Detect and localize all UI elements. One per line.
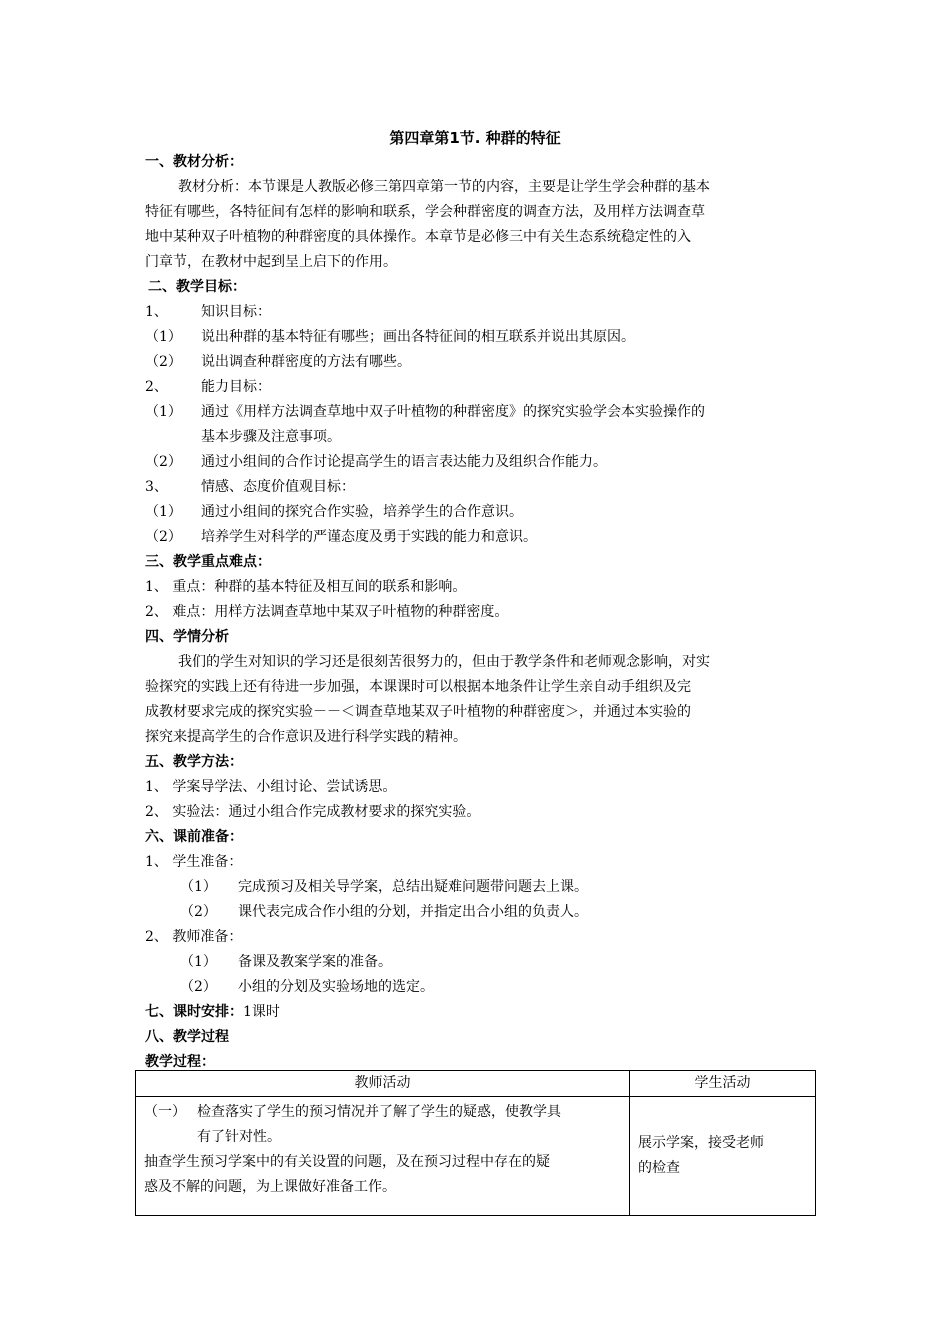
section-4-heading: 四、学情分析 — [145, 629, 229, 645]
list-item: 1、 学生准备： — [145, 854, 243, 870]
list-item — [145, 528, 537, 546]
section-7-heading: 七、课时安排： — [145, 1004, 243, 1020]
list-text: 能力目标： — [201, 379, 271, 395]
list-item: 1、 重点：种群的基本特征及相互间的联系和影响。 — [145, 579, 467, 595]
list-item — [180, 953, 392, 971]
list-item — [180, 878, 588, 896]
section-3-heading: 三、教学重点难点： — [145, 554, 271, 570]
table-header-student: 学生活动 — [630, 1071, 816, 1097]
list-number: （2） — [145, 454, 182, 470]
list-number: 3、 — [145, 479, 168, 495]
list-item — [145, 403, 705, 421]
list-text: 知识目标： — [201, 304, 271, 320]
section-8-subheading: 教学过程： — [145, 1054, 215, 1070]
list-text: 完成预习及相关导学案，总结出疑难问题带问题去上课。 — [238, 879, 588, 895]
list-item — [145, 353, 411, 371]
paragraph-line: 特征有哪些，各特征间有怎样的影响和联系，学会种群密度的调查方法，及用样方法调查草 — [145, 204, 705, 220]
student-text-continued: 的检查 — [638, 1160, 680, 1176]
table-header-teacher: 教师活动 — [136, 1071, 630, 1097]
row-title-text: 检查落实了学生的预习情况并了解了学生的疑惑，使教学具 — [197, 1104, 561, 1120]
list-number: （2） — [145, 529, 182, 545]
list-text: 说出种群的基本特征有哪些；画出各特征间的相互联系并说出其原因。 — [201, 329, 635, 345]
list-text: 通过《用样方法调查草地中双子叶植物的种群密度》的探究实验学会本实验操作的 — [201, 404, 705, 420]
list-number: （2） — [180, 904, 217, 920]
list-number: 2、 — [145, 379, 168, 395]
list-text: 通过小组间的探究合作实验，培养学生的合作意识。 — [201, 504, 523, 520]
row-body-continued: 惑及不解的问题，为上课做好准备工作。 — [144, 1179, 396, 1195]
list-text: 课代表完成合作小组的分划，并指定出合小组的负责人。 — [238, 904, 588, 920]
list-item — [145, 328, 635, 346]
paragraph-line: 地中某种双子叶植物的种群密度的具体操作。本章节是必修三中有关生态系统稳定性的入 — [145, 229, 691, 245]
list-number: （1） — [180, 954, 217, 970]
list-number: （1） — [145, 404, 182, 420]
list-item — [145, 378, 271, 396]
row-title — [144, 1100, 621, 1125]
list-text-continued: 基本步骤及注意事项。 — [201, 429, 341, 445]
section-1-heading: 一、教材分析： — [145, 154, 243, 170]
list-number: （2） — [180, 979, 217, 995]
list-item — [145, 478, 355, 496]
section-5-heading: 五、教学方法： — [145, 754, 243, 770]
page-title: 第四章第1节. 种群的特征 — [389, 129, 561, 147]
list-item: 1、 学案导学法、小组讨论、尝试诱思。 — [145, 779, 397, 795]
table-row — [136, 1097, 816, 1216]
student-text: 展示学案，接受老师 — [638, 1135, 764, 1151]
list-item — [145, 453, 607, 471]
row-body: 抽查学生预习学案中的有关设置的问题，及在预习过程中存在的疑 — [144, 1154, 550, 1170]
list-item — [145, 303, 271, 321]
list-item: 2、 实验法：通过小组合作完成教材要求的探究实验。 — [145, 804, 481, 820]
list-item: 2、 难点：用样方法调查草地中某双子叶植物的种群密度。 — [145, 604, 509, 620]
list-text: 情感、态度价值观目标： — [201, 479, 355, 495]
paragraph-line: 教材分析：本节课是人教版必修三第四章第一节的内容，主要是让学生学会种群的基本 — [178, 179, 710, 195]
list-item — [145, 503, 523, 521]
list-number: 1、 — [145, 304, 168, 320]
process-table — [135, 1070, 816, 1216]
list-item — [180, 978, 434, 996]
section-8-heading: 八、教学过程 — [145, 1029, 229, 1045]
list-item: 2、 教师准备： — [145, 929, 243, 945]
paragraph-line: 我们的学生对知识的学习还是很刻苦很努力的，但由于教学条件和老师观念影响，对实 — [178, 654, 710, 670]
list-text: 备课及教案学案的准备。 — [238, 954, 392, 970]
list-text: 小组的分划及实验场地的选定。 — [238, 979, 434, 995]
list-number: （1） — [145, 329, 182, 345]
list-text: 培养学生对科学的严谨态度及勇于实践的能力和意识。 — [201, 529, 537, 545]
section-6-heading: 六、课前准备： — [145, 829, 243, 845]
table-header-row — [136, 1071, 816, 1097]
paragraph-line: 验探究的实践上还有待进一步加强，本课课时可以根据本地条件让学生亲自动手组织及完 — [145, 679, 691, 695]
paragraph-line: 探究来提高学生的合作意识及进行科学实践的精神。 — [145, 729, 467, 745]
teacher-activity-cell — [136, 1097, 630, 1216]
section-7 — [145, 1003, 280, 1021]
list-text: 通过小组间的合作讨论提高学生的语言表达能力及组织合作能力。 — [201, 454, 607, 470]
list-number: （2） — [145, 354, 182, 370]
list-item — [180, 903, 588, 921]
list-text: 说出调查种群密度的方法有哪些。 — [201, 354, 411, 370]
student-activity-cell — [630, 1097, 816, 1216]
list-number: （1） — [180, 879, 217, 895]
section-7-value: 1课时 — [243, 1004, 280, 1020]
section-2-heading: 二、教学目标： — [148, 279, 246, 295]
row-number: （一） — [144, 1104, 186, 1120]
paragraph-line: 成教材要求完成的探究实验－－＜调查草地某双子叶植物的种群密度＞，并通过本实验的 — [145, 704, 691, 720]
row-title-continued: 有了针对性。 — [197, 1129, 281, 1145]
paragraph-line: 门章节，在教材中起到呈上启下的作用。 — [145, 254, 397, 270]
list-number: （1） — [145, 504, 182, 520]
